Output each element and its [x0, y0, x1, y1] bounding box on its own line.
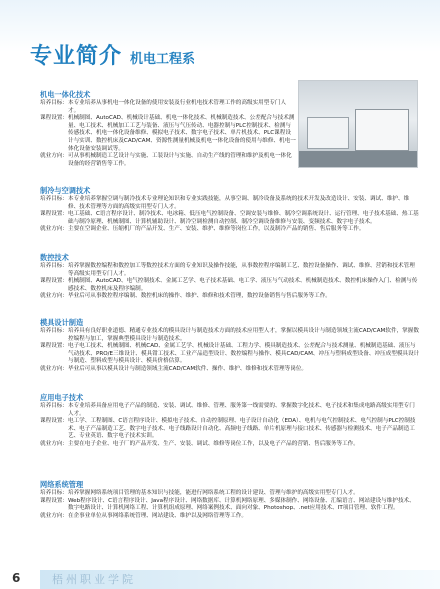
row-text: 主要在空调企业、压缩机厂的产品开发、生产、安装、维护、维修等岗位工作，以及制冷产品的销售、售后服务等工作。 [67, 226, 365, 233]
floor-shape [299, 151, 417, 167]
row-label: 就业方向： [40, 293, 68, 300]
section-mold-design [40, 318, 420, 374]
row-label: 就业方向： [40, 512, 68, 519]
row-text: 培养掌握数控编程和数控加工等数控技术方面的专业知识及操作技能，从事数控程序编制工艺、数控设备操作、调试、维修、营销和技术管理等高级实用型专门人才。 [67, 263, 415, 277]
section-row [40, 441, 420, 449]
section-title: 数控技术 [40, 253, 69, 262]
row-label: 课程设置： [40, 115, 68, 122]
row-text: 毕业后可从事以模具设计与制造领域主流CAD/CAM软件、操作、维护、维修和技术管理等岗位。 [67, 365, 308, 372]
row-label: 课程设置： [40, 497, 68, 504]
section-row [40, 490, 420, 498]
section-row [40, 343, 420, 366]
section-title: 模具设计制造 [40, 318, 84, 327]
row-label: 培养目标： [40, 328, 68, 334]
section-row [40, 328, 420, 343]
section-title: 制冷与空调技术 [40, 186, 91, 195]
row-label: 课程设置： [40, 418, 68, 425]
section-row [40, 226, 420, 234]
row-label: 课程设置： [40, 278, 68, 285]
section-row [40, 366, 420, 374]
row-text: 电工学、工程制图、C语言程序设计、模拟电子技术、自动控制原理、电子设计自动化（EDA）、电机与电气控制技术、电气控制与PLC控制技术、电子产品制造工艺、数字电子技术、电子线路设计自动化、高频电子线路、单片机原理与接口技术、传感器与检测技术、电子产品制造工艺、专业英语、数字电子技术实训。 [67, 418, 416, 440]
page-number: 6 [12, 571, 21, 585]
section-title: 应用电子技术 [40, 393, 84, 402]
row-text: 电子电工技术、机械制图、机械CAD、金属工艺学、机械设计基础、工程力学、模具制造技术、公差配合与技术测量、机械制造基础、液压与气动技术、PRO/E三维设计、模具钳工技术、工业产品造型设计、数控编程与操作、模具CAD/CAM、冲压与塑料成型设备、冲压成型模具设计与制造、塑料成型与模具设计、模具价格估算。 [67, 343, 420, 365]
section-row [40, 196, 420, 211]
row-label: 培养目标： [40, 490, 68, 496]
row-text: 在企事业单位从事网络系统管理、网站建设、维护以及网络管理等工作。 [67, 512, 247, 519]
section-title: 网络系统管理 [40, 480, 84, 489]
row-text: 本专业培养从事机电一体化设备的使用安装及行业机电技术管理工作的高级实用型专门人才。 [67, 100, 287, 114]
row-text: 机械制图、AutoCAD、电气控制技术、金属工艺学、电子技术基础、电工学、液压与气动技术、机械制造技术、数控机床操作入门、检测与传感技术、数控机床及程序编制。 [67, 278, 418, 292]
row-text: 机械制图、AutoCAD、机械设计基础、机电一体化技术、机械制造技术、公差配合与技术测量、电工技术、机械加工工艺与装备、液压与气压传动、电器控制与PLC控制技术、检测与传感技术、机电一体化设备维修、模拟电子技术、数字电子技术、单片机技术、PLC课程设计与实训、数控机床及CAD/CAM、资源性测量机械及机电一体化设备的使用与维修、机电一体化设备安装调试等。 [67, 115, 296, 152]
row-label: 培养目标： [40, 263, 68, 269]
row-label: 就业方向： [40, 226, 68, 233]
page-header [30, 30, 195, 70]
row-label: 就业方向： [40, 153, 68, 160]
section-cnc [40, 253, 420, 301]
row-text: 电工基础、C语言程序设计、制冷技术、电冰箱、低压电气控制设备、空调安装与维修、制冷空调系统设计、运行管理、电子技术基础、热工基础与制冷原理、机械制图、计算机辅助设计、制冷空调检测自动控制、制冷空调设备维修与安装、变频技术、数字电子技术。 [67, 211, 419, 225]
workshop-photo [298, 80, 418, 168]
section-applied-electronics [40, 393, 420, 449]
row-label: 就业方向： [40, 440, 68, 447]
section-row [40, 153, 296, 168]
section-row [40, 498, 420, 513]
section-row [40, 211, 420, 226]
page-footer [0, 565, 440, 589]
row-label: 课程设置： [40, 343, 68, 350]
machine-shape [355, 109, 409, 151]
row-text: 主要在电子企业、电子厂的产品开发、生产、安装、调试、维修等岗位工作，以及电子产品的营销、售后服务等工作。 [67, 440, 359, 447]
row-label: 培养目标： [40, 403, 68, 409]
machine-shape [307, 117, 349, 149]
row-text: 本专业培养具备应用电子产品的制造、安装、调试、维修、管理、服务第一线需要的、掌握数字化技术、电子技术和集成电路高级实用型专门人才。 [67, 403, 415, 417]
section-title: 机电一体化技术 [40, 90, 91, 99]
section-refrigeration [40, 186, 420, 234]
section-network-admin [40, 480, 420, 520]
section-row [40, 100, 296, 115]
section-row [40, 403, 420, 418]
section-row [40, 263, 420, 278]
section-row [40, 278, 420, 293]
row-label: 课程设置： [40, 211, 68, 218]
page-title: 专业简介 [30, 44, 123, 69]
row-text: 本专业培养掌握空调与制冷技术专业理论知识和专业实践技能，从事空调、制冷设备及系统的技术开发及改造设计、安装、调试、维护、维修、技术管理等方面的高级实用型专门人才。 [67, 196, 410, 210]
row-label: 培养目标： [40, 100, 68, 106]
section-row [40, 418, 420, 441]
row-text: 培养掌握网络系统项目管理的基本知识与技能，能进行网络系统工程的设计建设、管理与维护的高级实用型专门人才。 [67, 490, 359, 496]
department-name: 机电工程系 [130, 52, 196, 67]
row-text: 可从事机械制造工艺设计与实施、工装设计与实施、自动生产线的管理和维护及机电一体化设备的经营销售等工作。 [67, 153, 292, 167]
row-label: 就业方向： [40, 365, 68, 372]
row-text: 培养具有良好职业道德、精通专业技术的模具设计与制造技术方面的技术应用型人才，掌握以模具设计与制造领域主流CAD/CAM软件，掌握数控编程与加工，掌握典型模具设计与制造技术。 [67, 328, 419, 342]
section-row [40, 293, 420, 301]
row-label: 培养目标： [40, 196, 68, 202]
row-text: 毕业后可从事数控程序编制、数控机床的操作、维护、维修和技术管理，数控设备销售与售后服务等工作。 [67, 293, 331, 300]
section-mechatronics [40, 90, 296, 168]
school-name: 梧州职业学院 [52, 573, 136, 586]
section-row [40, 513, 420, 521]
section-row [40, 115, 296, 153]
row-text: Web程序设计、C语言程序设计、Java程序设计、网络数据库、计算机网络原理、多媒体制作、网络设备、汇编语言、网站建设与维护技术、数字电路设计、计算机网络工程、计算机组成原理、网络案例技术、面向对象、Photoshop、.net应用技术、IT项目管理、软件工程。 [67, 497, 415, 512]
